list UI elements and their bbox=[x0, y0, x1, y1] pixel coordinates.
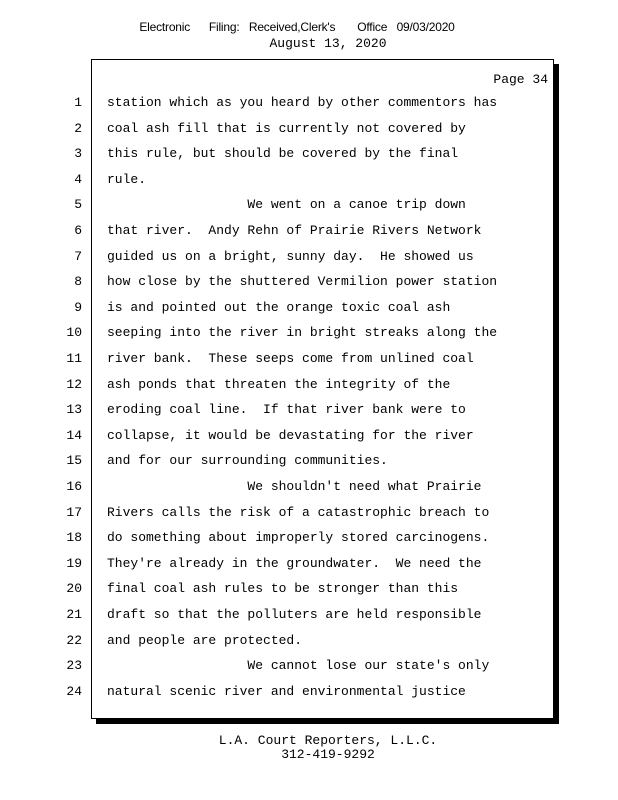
transcript-line: rule. bbox=[107, 172, 147, 187]
transcript-line: coal ash fill that is currently not covered by bbox=[107, 121, 466, 136]
transcript-line: ash ponds that threaten the integrity of the bbox=[107, 377, 451, 392]
transcript-line: final coal ash rules to be stronger than this bbox=[107, 581, 459, 596]
line-number: 20 bbox=[66, 581, 82, 596]
line-number: 3 bbox=[74, 146, 82, 161]
transcript-line: guided us on a bright, sunny day. He showed us bbox=[107, 249, 474, 264]
line-number: 19 bbox=[66, 556, 82, 571]
line-number: 6 bbox=[74, 223, 82, 238]
line-number: 22 bbox=[66, 633, 82, 648]
filing-stamp: Electronic Filing: Received,Clerk's Office 09/03/2020 bbox=[139, 20, 455, 34]
transcript-line: station which as you heard by other commentors has bbox=[107, 95, 498, 110]
page-number: Page 34 bbox=[493, 72, 548, 87]
line-number: 18 bbox=[66, 530, 82, 545]
line-number: 16 bbox=[66, 479, 82, 494]
line-number: 21 bbox=[66, 607, 82, 622]
line-number: 12 bbox=[66, 377, 82, 392]
transcript-line: this rule, but should be covered by the final bbox=[107, 146, 459, 161]
line-number: 14 bbox=[66, 428, 82, 443]
transcript-line: is and pointed out the orange toxic coal ash bbox=[107, 300, 451, 315]
transcript-line: that river. Andy Rehn of Prairie Rivers Network bbox=[107, 223, 482, 238]
hearing-date: August 13, 2020 bbox=[269, 36, 387, 51]
line-number: 24 bbox=[66, 684, 82, 699]
line-number: 2 bbox=[74, 121, 82, 136]
transcript-line: Rivers calls the risk of a catastrophic breach to bbox=[107, 505, 490, 520]
line-number: 15 bbox=[66, 453, 82, 468]
line-number: 11 bbox=[66, 351, 82, 366]
line-number: 10 bbox=[66, 325, 82, 340]
line-number: 7 bbox=[74, 249, 82, 264]
line-number: 5 bbox=[74, 197, 82, 212]
line-number: 23 bbox=[66, 658, 82, 673]
transcript-line: draft so that the polluters are held responsible bbox=[107, 607, 482, 622]
line-number: 17 bbox=[66, 505, 82, 520]
transcript-line: and for our surrounding communities. bbox=[107, 453, 388, 468]
transcript-line: We went on a canoe trip down bbox=[107, 197, 466, 212]
line-number: 9 bbox=[74, 300, 82, 315]
transcript-line: do something about improperly stored carcinogens. bbox=[107, 530, 490, 545]
transcript-line: We shouldn't need what Prairie bbox=[107, 479, 482, 494]
transcript-line: eroding coal line. If that river bank were to bbox=[107, 402, 466, 417]
line-number: 4 bbox=[74, 172, 82, 187]
line-number: 8 bbox=[74, 274, 82, 289]
transcript-line: collapse, it would be devastating for the river bbox=[107, 428, 474, 443]
line-number: 13 bbox=[66, 402, 82, 417]
footer-phone: 312-419-9292 bbox=[281, 747, 375, 762]
transcript-line: seeping into the river in bright streaks along the bbox=[107, 325, 498, 340]
transcript-line: and people are protected. bbox=[107, 633, 303, 648]
line-number: 1 bbox=[74, 95, 82, 110]
transcript-line: We cannot lose our state's only bbox=[107, 658, 490, 673]
transcript-line: how close by the shuttered Vermilion power station bbox=[107, 274, 498, 289]
transcript-line: river bank. These seeps come from unlined coal bbox=[107, 351, 474, 366]
transcript-line: They're already in the groundwater. We need the bbox=[107, 556, 482, 571]
footer-company: L.A. Court Reporters, L.L.C. bbox=[218, 733, 438, 748]
transcript-line: natural scenic river and environmental justice bbox=[107, 684, 466, 699]
